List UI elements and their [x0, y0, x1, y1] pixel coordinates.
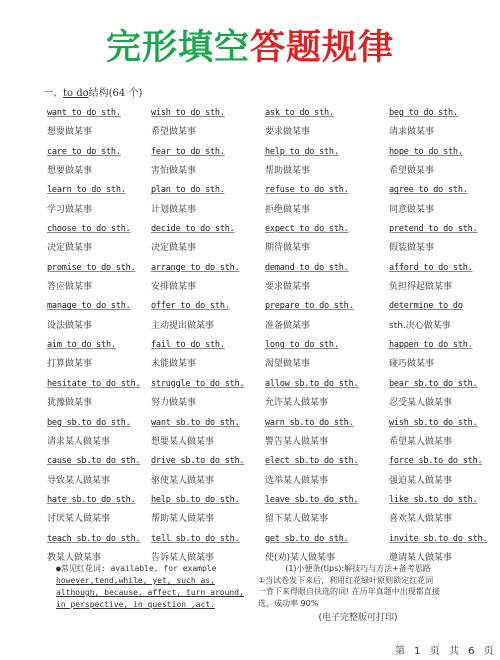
phrase-chinese: 期待做某事 [265, 243, 311, 254]
phrase-chinese: sth.决心做某事 [389, 320, 451, 331]
phrase-english: offer to do sth. [151, 301, 230, 312]
phrase-english: cause sb.to do sth. [47, 456, 141, 467]
phrase-chinese: 邀请某人做某事 [389, 552, 453, 563]
note-right-line: 选，成功率 90% [258, 598, 319, 608]
phrase-english: help to do sth. [265, 146, 339, 157]
phrase-chinese: 想要某人做某事 [151, 436, 215, 447]
phrase-chinese: 设法做某事 [47, 320, 93, 331]
phrase-english: hope to do sth. [389, 146, 463, 157]
phrase-chinese: 决定做某事 [151, 243, 197, 254]
phrase-english: long to do sth. [265, 340, 339, 351]
section-heading [43, 84, 142, 99]
phrase-english: beg sb.to do sth. [47, 417, 131, 428]
phrase-chinese: 请求做某事 [389, 127, 435, 138]
phrase-chinese: 告诉某人做某事 [151, 552, 215, 563]
phrase-chinese: 渴望做某事 [265, 359, 311, 370]
phrase-chinese: 导致某人做某事 [47, 475, 111, 486]
phrase-chinese: 犹豫做某事 [47, 398, 93, 409]
phrase-chinese: 学习做某事 [47, 204, 93, 215]
phrase-english: demand to do sth. [265, 262, 349, 273]
phrase-english: like sb.to do sth. [389, 494, 478, 505]
phrase-english: decide to do sth. [151, 224, 235, 235]
phrase-english: care to do sth. [47, 146, 121, 157]
note-left-line: in perspective, in question ,act. [56, 600, 215, 609]
phrase-english: hate sb.to do sth. [47, 494, 136, 505]
phrase-grid [47, 104, 488, 568]
note-right [258, 563, 458, 625]
section-rest: 结构(64 个) [88, 88, 143, 99]
phrase-english: plan to do sth. [151, 185, 225, 196]
phrase-english: teach sb.to do sth. [47, 533, 141, 544]
phrase-chinese: 安排做某事 [151, 282, 197, 293]
note-left [56, 563, 246, 611]
phrase-english: invite sb.to do sth. [389, 533, 488, 544]
phrase-chinese: 计划做某事 [151, 204, 197, 215]
phrase-english: fail to do sth. [151, 340, 225, 351]
phrase-chinese: 警告某人做某事 [265, 436, 329, 447]
phrase-chinese: 希望做某事 [151, 127, 197, 138]
phrase-chinese: 想要做某事 [47, 127, 93, 138]
phrase-chinese: 想要做某事 [47, 166, 93, 177]
phrase-chinese: 希望某人做某事 [389, 436, 453, 447]
note-right-line: ①当试卷发下来后，利用红花绿叶原则锁定红花词 [258, 575, 434, 585]
phrase-english: want sb.to do sth. [151, 417, 240, 428]
phrase-english: warn sb.to do sth. [265, 417, 354, 428]
phrase-chinese: 负担得起做某事 [389, 282, 453, 293]
phrase-english: choose to do sth. [47, 224, 131, 235]
phrase-english: bear sb.to do sth. [389, 378, 478, 389]
phrase-chinese: 碰巧做某事 [389, 359, 435, 370]
phrase-chinese: 选举某人做某事 [265, 475, 329, 486]
note-left-line: however,tend,while, yet, such as, [56, 576, 215, 585]
phrase-chinese: 教某人做某事 [47, 552, 102, 563]
phrase-chinese: 讨厌某人做某事 [47, 514, 111, 525]
phrase-english: fear to do sth. [151, 146, 225, 157]
page-footer: 第 1 页 共 6 页 [395, 646, 497, 657]
phrase-chinese: 忍受某人做某事 [389, 398, 453, 409]
phrase-english: drive sb.to do sth. [151, 456, 245, 467]
note-right-line: 一背下来得眼自扶选的词! 在历年真题中出现都直接 [258, 587, 440, 596]
phrase-chinese: 决定做某事 [47, 243, 93, 254]
phrase-chinese: 留下某人做某事 [265, 514, 329, 525]
phrase-english: afford to do sth. [389, 262, 473, 273]
phrase-chinese: 害怕做某事 [151, 166, 197, 177]
phrase-chinese: 准备做某事 [265, 320, 311, 331]
note-left-line: although, because, affect, turn around, [56, 588, 244, 597]
phrase-english: beg to do sth. [389, 108, 458, 118]
phrase-chinese: 同意做某事 [389, 204, 435, 215]
phrase-english: determine to do [389, 301, 463, 312]
phrase-english: prepare to do sth. [265, 301, 354, 312]
phrase-english: promise to do sth. [47, 262, 136, 273]
phrase-chinese: 驱使某人做某事 [151, 475, 215, 486]
page-title [0, 20, 500, 70]
phrase-english: agree to do sth. [389, 185, 468, 196]
phrase-chinese: 喜欢某人做某事 [389, 514, 453, 525]
section-phrase: to do [63, 88, 89, 99]
phrase-english: help sb.to do sth. [151, 494, 240, 505]
phrase-english: leave sb.to do sth. [265, 494, 359, 505]
phrase-english: ask to do sth. [265, 108, 334, 118]
phrase-chinese: 使(劝)某人做某事 [265, 552, 336, 563]
note-right-tail: (电子完整版可打印) [318, 613, 398, 623]
phrase-english: tell sb.to do sth. [151, 533, 240, 544]
note-left-line: ●常见红花词: available, for example [56, 564, 217, 573]
phrase-english: expect to do sth. [265, 224, 349, 235]
phrase-chinese: 帮助做某事 [265, 166, 311, 177]
phrase-chinese: 努力做某事 [151, 398, 197, 409]
title-red: 答题规律 [250, 28, 395, 68]
phrase-chinese: 主动提出做某事 [151, 320, 215, 331]
phrase-english: arrange to do sth. [151, 262, 240, 273]
phrase-chinese: 请求某人做某事 [47, 436, 111, 447]
phrase-english: pretend to do sth. [389, 224, 478, 235]
phrase-chinese: 答应做某事 [47, 282, 93, 293]
note-right-heading: (1)小便条(tips):解技巧与方法+备考思路 [285, 564, 431, 573]
phrase-english: elect sb.to do sth. [265, 456, 359, 467]
phrase-chinese: 未能做某事 [151, 359, 197, 370]
phrase-chinese: 要求做某事 [265, 127, 311, 138]
phrase-english: manage to do sth. [47, 301, 131, 312]
phrase-chinese: 强迫某人做某事 [389, 475, 453, 486]
phrase-english: allow sb.to do sth. [265, 378, 359, 389]
phrase-chinese: 打算做某事 [47, 359, 93, 370]
phrase-english: hesitate to do sth. [47, 378, 141, 389]
phrase-english: want to do sth. [47, 108, 121, 118]
phrase-english: wish sb.to do sth. [389, 417, 478, 428]
phrase-english: get sb.to do sth. [265, 533, 349, 544]
phrase-chinese: 帮助某人做某事 [151, 514, 215, 525]
phrase-chinese: 允许某人做某事 [265, 398, 329, 409]
phrase-english: happen to do sth. [389, 340, 473, 351]
phrase-english: struggle to do sth. [151, 378, 245, 389]
title-green: 完形填空 [105, 28, 250, 68]
phrase-chinese: 拒绝做某事 [265, 204, 311, 215]
phrase-chinese: 要求做某事 [265, 282, 311, 293]
phrase-english: aim to do sth. [47, 340, 116, 351]
phrase-chinese: 假装做某事 [389, 243, 435, 254]
phrase-english: force sb.to do sth. [389, 456, 483, 467]
phrase-english: learn to do sth. [47, 185, 126, 196]
phrase-english: refuse to do sth. [265, 185, 349, 196]
section-prefix: 一、 [43, 88, 63, 99]
phrase-english: wish to do sth. [151, 108, 225, 118]
phrase-chinese: 希望做某事 [389, 166, 435, 177]
